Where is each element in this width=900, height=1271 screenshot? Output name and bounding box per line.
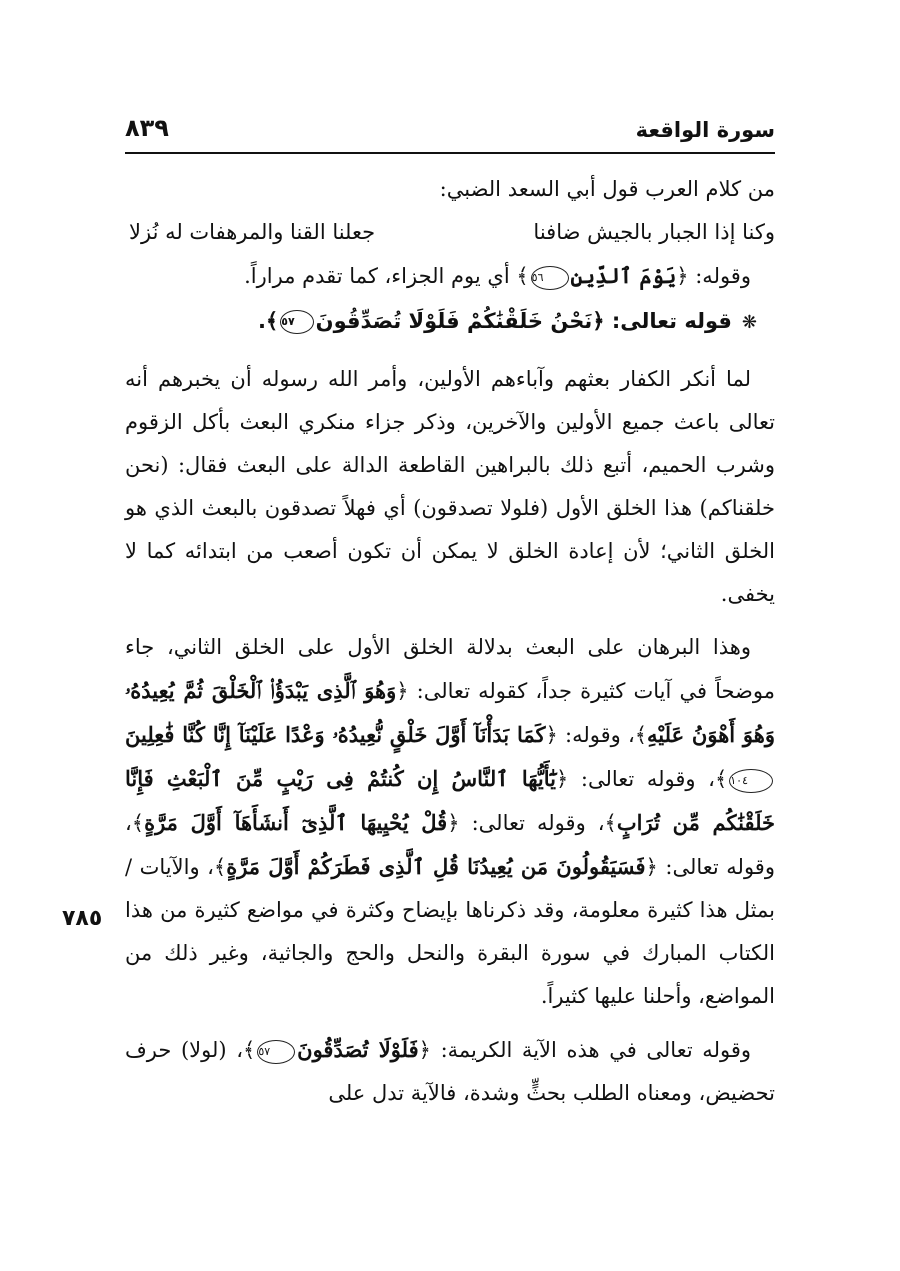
ayah-number-marker: ٥٧ <box>257 1040 295 1064</box>
paragraph-3 <box>125 1028 775 1115</box>
star-icon: ❋ <box>741 312 757 333</box>
margin-page-number: ٧٨٥ <box>62 906 103 931</box>
page-number: ٨٣٩ <box>125 114 169 142</box>
paragraph-1: لما أنكر الكفار بعثهم وآباءهم الأولين، وأمر الله رسوله أن يخبرهم أنه تعالى باعث جميع الأولين والآخرين، وذكر جزاء منكري البعث بأكل الزقوم وشرب الحميم، أتبع ذلك بالبراهين القاطعة الدالة على البعث فقال: (نحن خلقناكم) هذا الخلق الأول (فلولا تصدقون) أي فهلاً تصدقون بالبعث الذي هو الخلق الثاني؛ لأن إعادة الخلق لا يمكن أن تكون أصعب من ابتدائه كما لا يخفى. <box>125 367 775 606</box>
p2-quran-3: يَٰٓأَيُّهَا ٱلنَّاسُ إِن كُنتُمْ فِى رَيْبٍ مِّنَ ٱلْبَعْثِ فَإِنَّا خَلَقْنَٰكُم مِّن تُرَابٍ <box>125 766 776 835</box>
header-rule <box>125 152 775 154</box>
poem-first-half: وكنا إذا الجبار بالجيش ضافنا <box>533 220 775 244</box>
intro-line: من كلام العرب قول أبي السعد الضبي: <box>439 177 775 201</box>
p2-text-6: ﴾، والآيات /بمثل هذا كثيرة معلومة، وقد ذكرناها بإيضاح وكثرة في مواضع كثيرة من هذا الكتاب المبارك في سورة البقرة والنحل والحج والجاثية، وغير ذلك من المواضع، وأحلنا عليها كثيراً. <box>125 855 775 1008</box>
poem-second-half: جعلنا القنا والمرهفات له نُزلا <box>129 220 376 244</box>
quran-yawm: يَوْمَ ٱلدِّينِ <box>570 263 677 288</box>
page-header <box>125 112 775 152</box>
surah-title: سورة الواقعة <box>635 118 775 142</box>
p2-text-4: ﴾، وقوله تعالى: ﴿ <box>447 811 617 835</box>
heading-after: ﴾. <box>257 309 279 333</box>
p2-quran-4: قُلْ يُحْيِيهَا ٱلَّذِىٓ أَنشَأَهَآ أَوَّلَ مَرَّةٍ <box>144 810 448 835</box>
p2-text-1: وهذا البرهان على البعث بدلالة الخلق الأول على الخلق الثاني، جاء موضحاً في آيات كثيرة جداً، كقوله تعالى: ﴿ <box>125 635 775 703</box>
section-heading <box>125 300 775 344</box>
p2-quran-2: كَمَا بَدَأْنَآ أَوَّلَ خَلْقٍ نُّعِيدُهُۥ وَعْدًا عَلَيْنَآ إِنَّا كُنَّا فَٰعِلِينَ <box>125 722 546 747</box>
yawm-line <box>125 254 775 298</box>
p2-text-3: ﴾، وقوله تعالى: ﴿ <box>556 767 728 791</box>
ayah-number-marker: ٥٧ <box>280 310 313 334</box>
ayah-number-marker: ١٠٤ <box>729 769 773 793</box>
p2-text-5: ﴾، وقوله تعالى: ﴿ <box>125 811 775 879</box>
p2-quran-5: فَسَيَقُولُونَ مَن يُعِيدُنَا قُلِ ٱلَّذِى فَطَرَكُمْ أَوَّلَ مَرَّةٍ <box>226 854 646 879</box>
p3-text-2: ﴾، (لولا) حرف تحضيض، ومعناه الطلب بحثٍّ وشدة، فالآية تدل على <box>125 1038 775 1105</box>
poem-verse <box>125 211 775 254</box>
yawm-after: ﴾ أي يوم الجزاء، كما تقدم مراراً. <box>244 264 529 288</box>
p3-text-1: وقوله تعالى في هذه الآية الكريمة: ﴿ <box>418 1038 751 1062</box>
p2-text-2: ﴾، وقوله: ﴿ <box>545 723 648 747</box>
page-body <box>125 168 775 1115</box>
ayah-number-marker: ٥٦ <box>531 266 569 290</box>
yawm-before: وقوله: ﴿ <box>676 264 751 288</box>
p2-quran-1: وَهُوَ ٱلَّذِى يَبْدَؤُا۟ ٱلْخَلْقَ ثُمَّ يُعِيدُهُۥ وَهُوَ أَهْوَنُ عَلَيْهِ <box>125 678 775 747</box>
p3-quran-1: فَلَوْلَا تُصَدِّقُونَ <box>297 1037 419 1062</box>
heading-label: قوله تعالى: ﴿ <box>592 309 732 333</box>
heading-quran: نَحْنُ خَلَقْنَٰكُمْ فَلَوْلَا تُصَدِّقُونَ <box>315 309 593 333</box>
paragraph-2 <box>125 626 775 1018</box>
